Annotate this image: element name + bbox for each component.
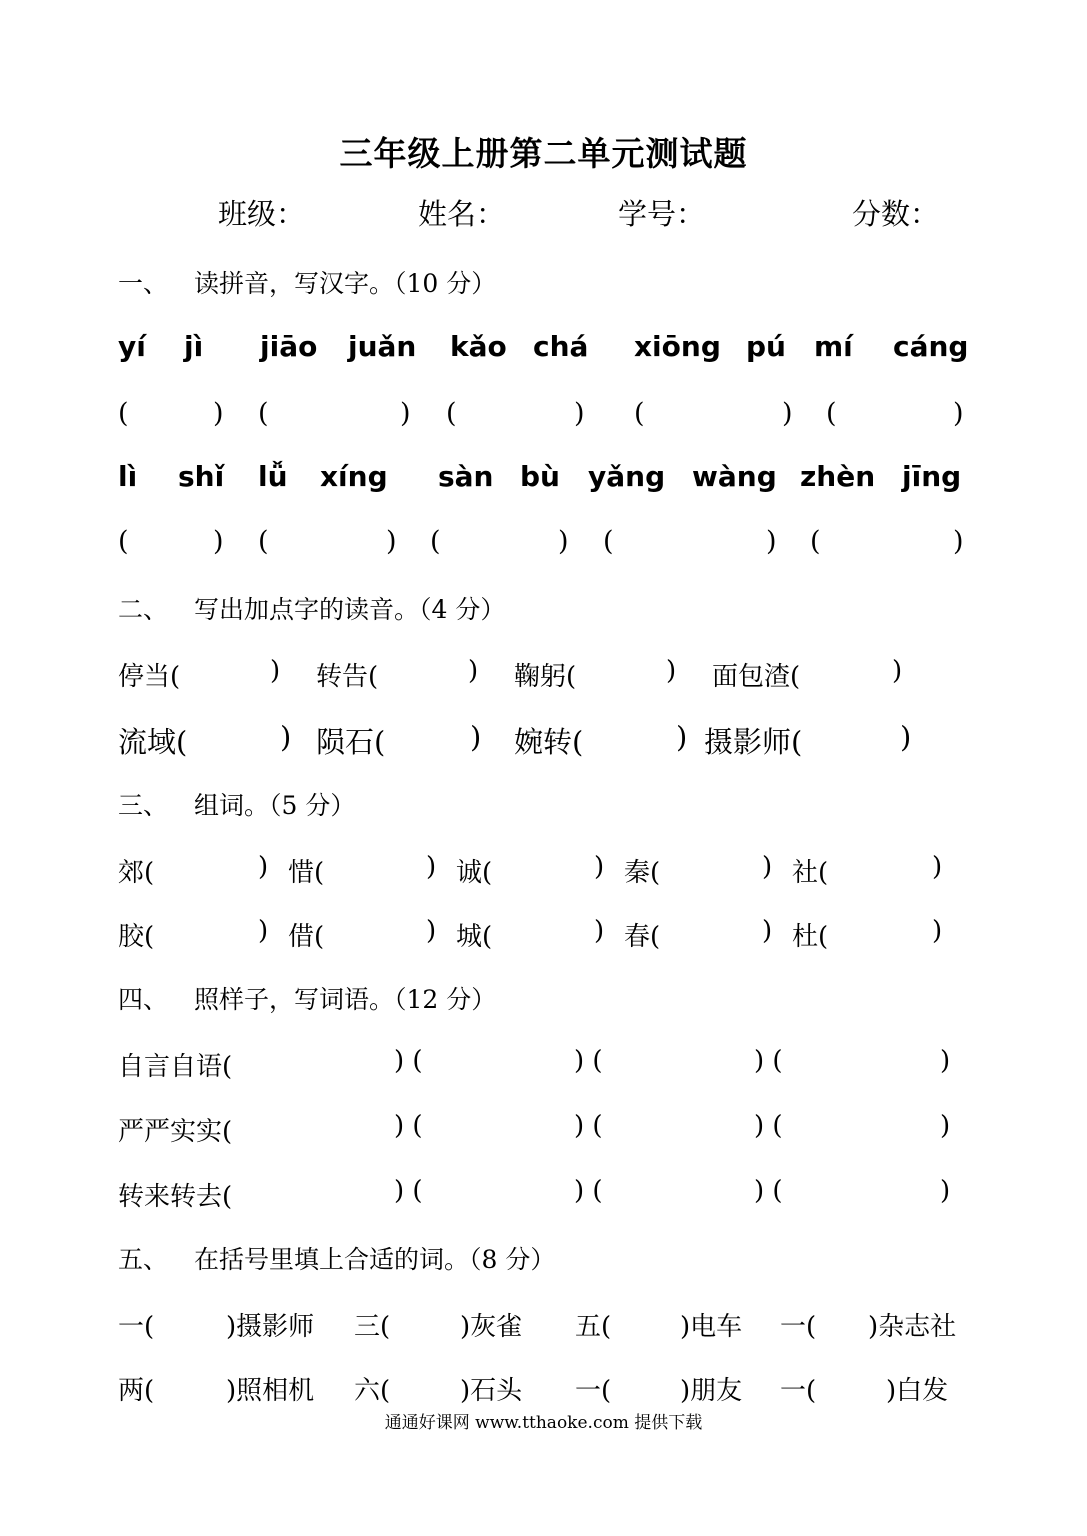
- measure-noun: )照相机: [226, 1376, 315, 1406]
- close-paren: ): [594, 852, 605, 882]
- open-paren: (: [258, 398, 269, 429]
- word-item: 郊(: [118, 858, 155, 888]
- measure-prefix: 五(: [575, 1312, 612, 1342]
- close-paren: ): [213, 398, 224, 429]
- name-label: 姓名：: [418, 197, 506, 231]
- pinyin: kǎo: [450, 330, 507, 363]
- word-item: 鞠躬(: [514, 662, 577, 692]
- close-paren: ): [594, 916, 605, 946]
- close-paren: ): [953, 526, 964, 557]
- pinyin: cáng: [893, 330, 969, 363]
- measure-noun: )白发: [886, 1376, 949, 1406]
- pinyin: jiāo: [260, 330, 318, 363]
- open-paren: (: [258, 526, 269, 557]
- pinyin: juǎn: [348, 330, 417, 363]
- open-paren: (: [810, 526, 821, 557]
- section-2-heading: [118, 590, 505, 626]
- word-item: 惜(: [288, 858, 325, 888]
- paren-separator: ) (: [394, 1046, 423, 1076]
- word-item: 借(: [288, 922, 325, 952]
- pinyin: jì: [184, 330, 204, 363]
- section-number: 三、: [118, 791, 169, 820]
- pinyin: yí: [118, 330, 146, 363]
- pinyin: lǚ: [258, 460, 288, 493]
- paren-separator: ) (: [394, 1111, 423, 1141]
- measure-noun: )摄影师: [226, 1312, 315, 1342]
- section-text: 在括号里填上合适的词。（8 分）: [194, 1245, 556, 1274]
- close-paren: ): [426, 852, 437, 882]
- pinyin: lì: [118, 460, 138, 493]
- close-paren: ): [940, 1111, 951, 1141]
- pinyin: chá: [533, 330, 589, 363]
- paren-separator: ) (: [574, 1046, 603, 1076]
- close-paren: ): [666, 656, 677, 686]
- word-item: 城(: [456, 922, 493, 952]
- section-1-heading: [118, 264, 496, 300]
- close-paren: ): [766, 526, 777, 557]
- section-text: 组词。（5 分）: [194, 791, 356, 820]
- pinyin: xíng: [320, 460, 388, 493]
- close-paren: ): [574, 398, 585, 429]
- paren-separator: ) (: [574, 1176, 603, 1206]
- open-paren: (: [826, 398, 837, 429]
- open-paren: (: [118, 526, 129, 557]
- pinyin: bù: [520, 460, 560, 493]
- word-item: 秦(: [624, 858, 661, 888]
- pinyin: xiōng: [634, 330, 721, 363]
- section-4-heading: [118, 980, 496, 1016]
- footer-credit: 通通好课网 www.tthaoke.com 提供下载: [384, 1413, 703, 1433]
- pinyin: yǎng: [588, 460, 666, 493]
- word-item: 诚(: [456, 858, 493, 888]
- close-paren: ): [280, 720, 292, 754]
- word-item: 杜(: [792, 922, 829, 952]
- paren-separator: ) (: [394, 1176, 423, 1206]
- measure-prefix: 六(: [354, 1376, 391, 1406]
- section-5-heading: [118, 1240, 555, 1276]
- word-item: 春(: [624, 922, 661, 952]
- pinyin: mí: [814, 330, 853, 363]
- pinyin: wàng: [692, 460, 777, 493]
- close-paren: ): [426, 916, 437, 946]
- pinyin: zhèn: [800, 460, 876, 493]
- word-item: 转告(: [316, 662, 379, 692]
- close-paren: ): [900, 720, 912, 754]
- word-item: 停当(: [118, 662, 181, 692]
- close-paren: ): [892, 656, 903, 686]
- close-paren: ): [470, 720, 482, 754]
- close-paren: ): [782, 398, 793, 429]
- pinyin: sàn: [438, 460, 494, 493]
- word-item: 社(: [792, 858, 829, 888]
- close-paren: ): [258, 916, 269, 946]
- section-number: 一、: [118, 269, 169, 298]
- close-paren: ): [400, 398, 411, 429]
- close-paren: ): [258, 852, 269, 882]
- section-number: 四、: [118, 985, 169, 1014]
- word-item: 陨石(: [316, 725, 386, 759]
- paren-separator: ) (: [754, 1176, 783, 1206]
- measure-prefix: 三(: [354, 1312, 391, 1342]
- page-title: 三年级上册第二单元测试题: [339, 134, 748, 173]
- word-item: 流域(: [118, 725, 188, 759]
- measure-prefix: 一(: [780, 1376, 817, 1406]
- open-paren: (: [118, 398, 129, 429]
- open-paren: (: [430, 526, 441, 557]
- word-item: 面包渣(: [712, 662, 801, 692]
- close-paren: ): [762, 916, 773, 946]
- open-paren: (: [603, 526, 614, 557]
- measure-prefix: 一(: [575, 1376, 612, 1406]
- open-paren: (: [446, 398, 457, 429]
- class-label: 班级：: [218, 197, 306, 231]
- measure-prefix: 一(: [118, 1312, 155, 1342]
- section-3-heading: [118, 786, 355, 822]
- open-paren: (: [634, 398, 645, 429]
- pinyin: pú: [746, 330, 786, 363]
- measure-prefix: 一(: [780, 1312, 817, 1342]
- close-paren: ): [386, 526, 397, 557]
- close-paren: ): [468, 656, 479, 686]
- paren-separator: ) (: [574, 1111, 603, 1141]
- student-number-label: 学号：: [618, 197, 706, 231]
- pinyin: shǐ: [178, 460, 225, 493]
- example-word: 自言自语(: [118, 1052, 233, 1082]
- section-text: 读拼音，写汉字。（10 分）: [194, 269, 497, 298]
- example-word: 转来转去(: [118, 1182, 233, 1212]
- section-number: 五、: [118, 1245, 169, 1274]
- score-label: 分数：: [852, 197, 940, 231]
- close-paren: ): [558, 526, 569, 557]
- close-paren: ): [940, 1046, 951, 1076]
- close-paren: ): [762, 852, 773, 882]
- measure-noun: )石头: [460, 1376, 523, 1406]
- section-text: 照样子，写词语。（12 分）: [194, 985, 497, 1014]
- measure-noun: )杂志社: [868, 1312, 957, 1342]
- section-text: 写出加点字的读音。（4 分）: [194, 595, 506, 624]
- close-paren: ): [953, 398, 964, 429]
- pinyin: jīng: [902, 460, 962, 493]
- measure-prefix: 两(: [118, 1376, 155, 1406]
- measure-noun: )灰雀: [460, 1312, 523, 1342]
- close-paren: ): [932, 916, 943, 946]
- paren-separator: ) (: [754, 1111, 783, 1141]
- close-paren: ): [676, 720, 688, 754]
- section-number: 二、: [118, 595, 169, 624]
- close-paren: ): [932, 852, 943, 882]
- close-paren: ): [270, 656, 281, 686]
- word-item: 婉转(: [514, 725, 584, 759]
- example-word: 严严实实(: [118, 1117, 233, 1147]
- measure-noun: )电车: [680, 1312, 743, 1342]
- paren-separator: ) (: [754, 1046, 783, 1076]
- word-item: 摄影师(: [704, 725, 803, 759]
- word-item: 胶(: [118, 922, 155, 952]
- close-paren: ): [213, 526, 224, 557]
- measure-noun: )朋友: [680, 1376, 743, 1406]
- close-paren: ): [940, 1176, 951, 1206]
